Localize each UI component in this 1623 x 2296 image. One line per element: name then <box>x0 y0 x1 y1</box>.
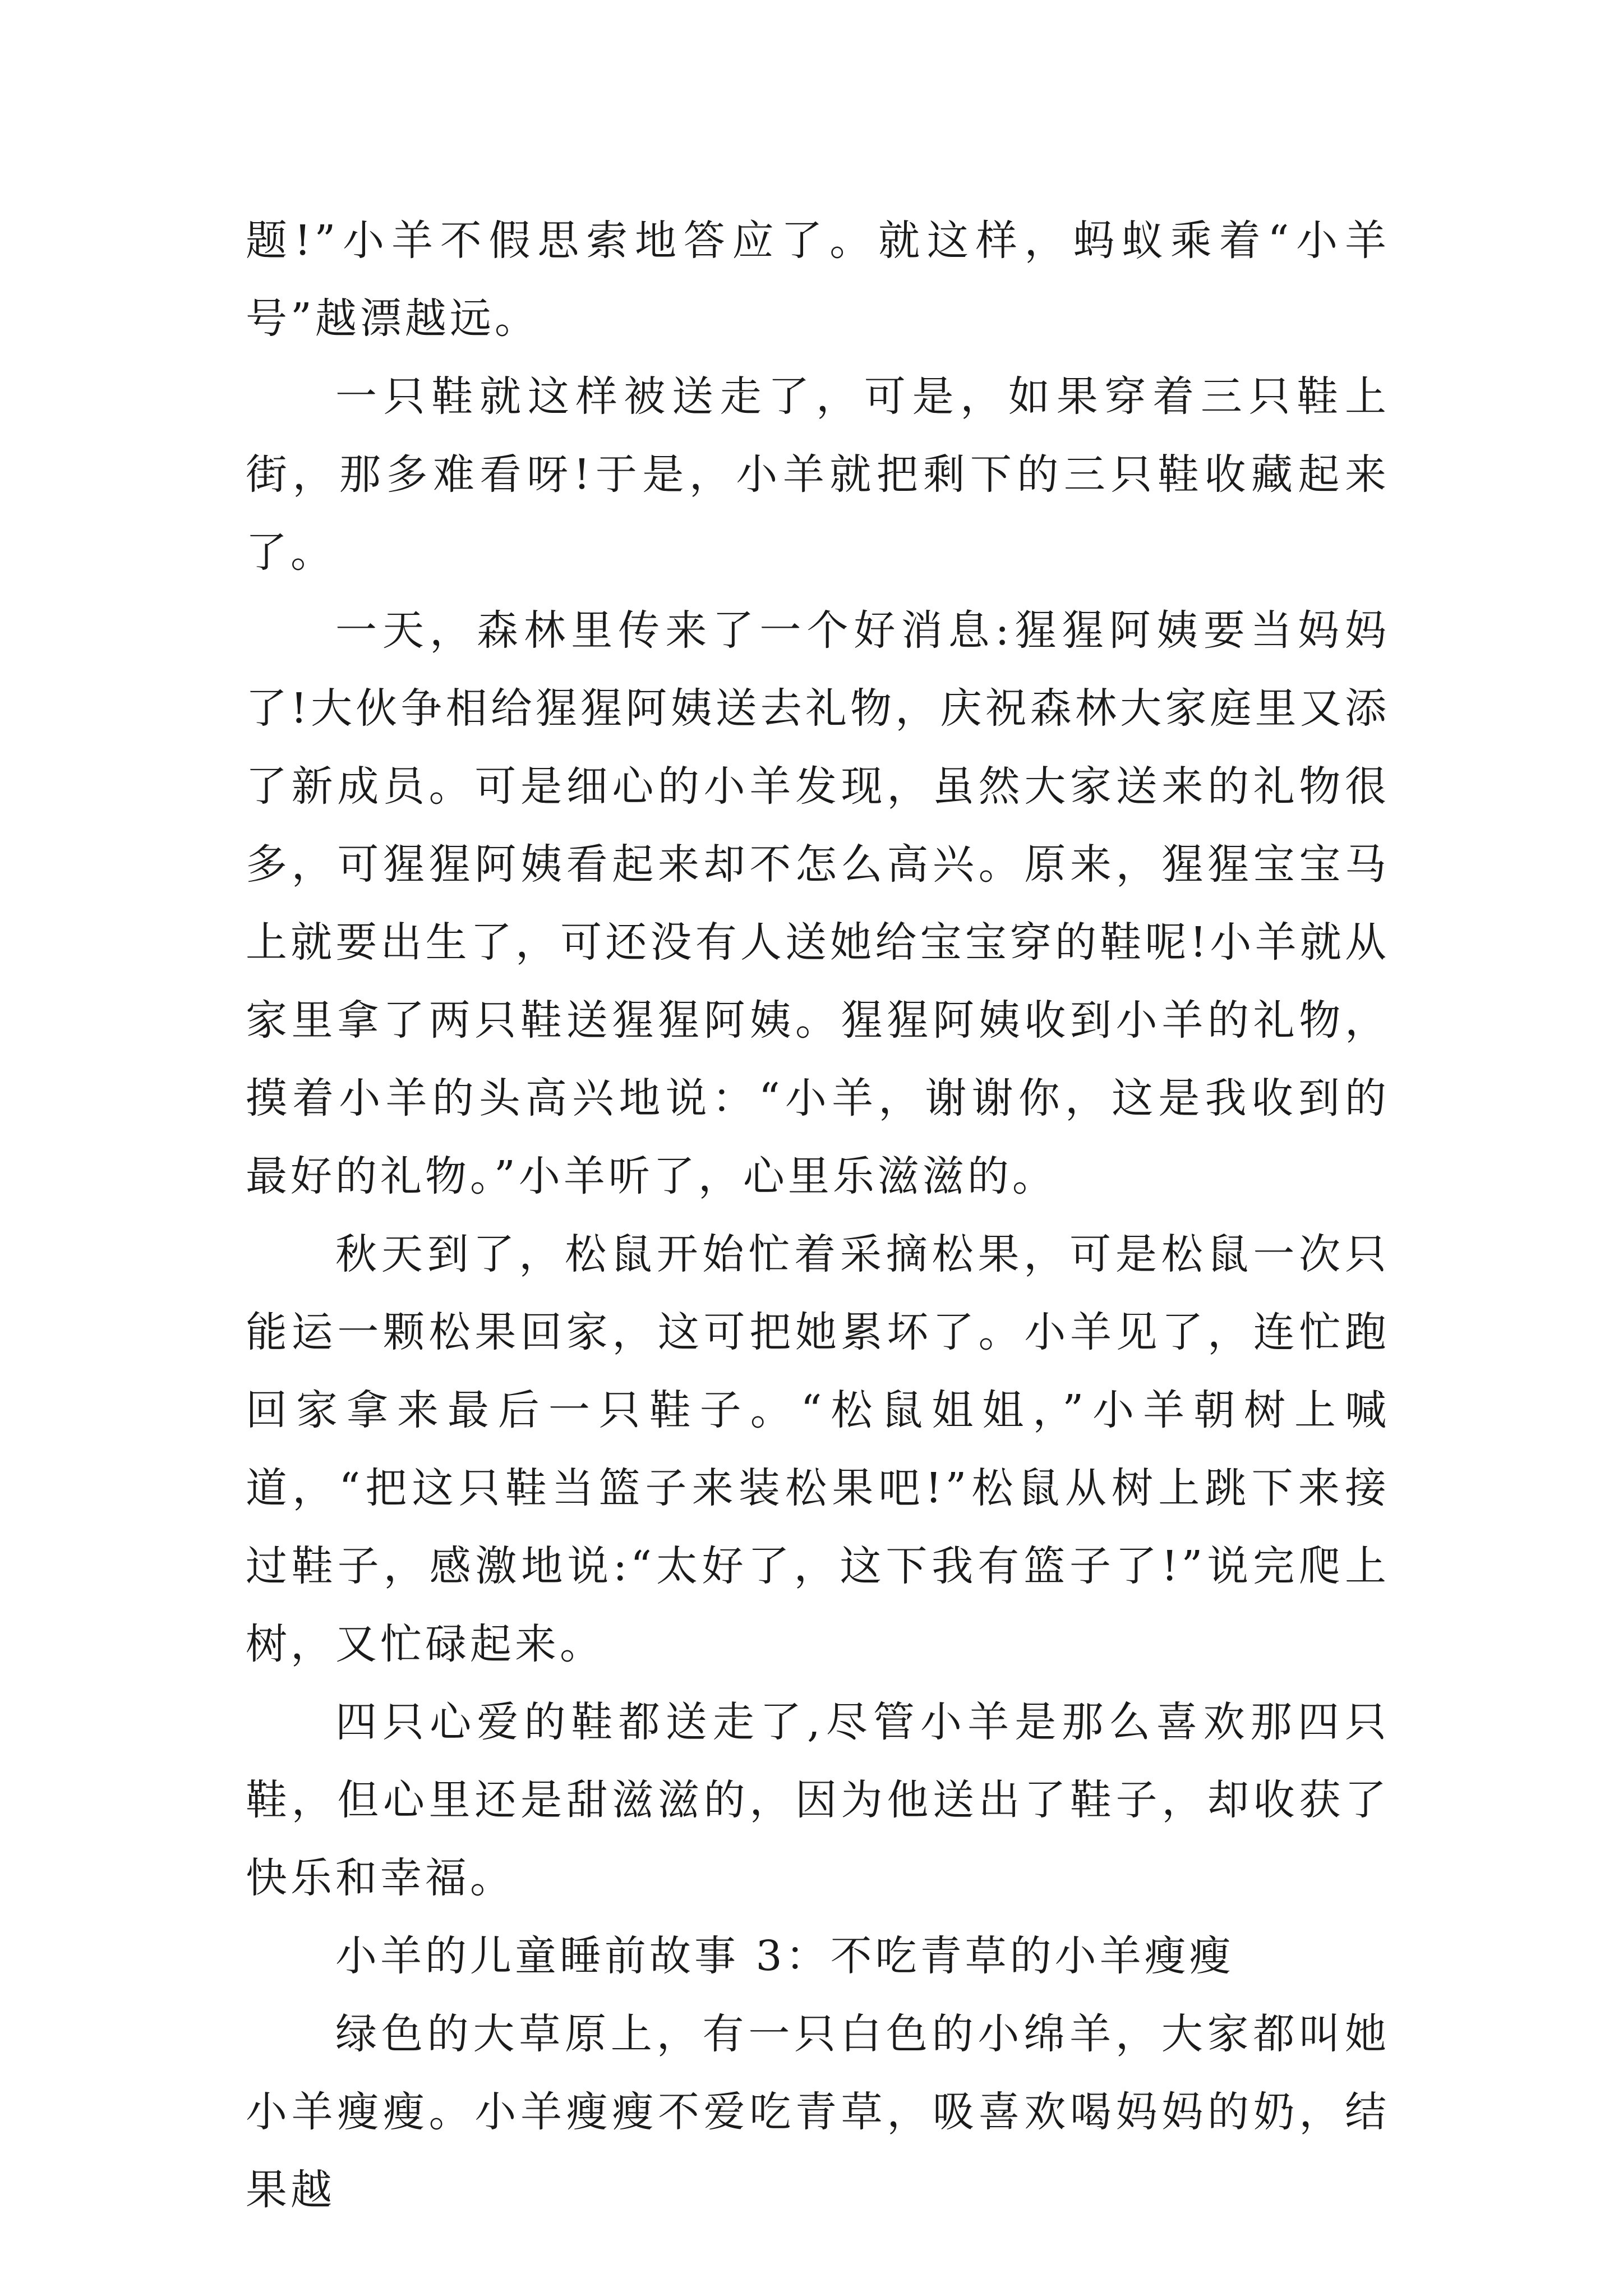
paragraph-1: 题!”小羊不假思索地答应了。就这样，蚂蚁乘着“小羊号”越漂越远。 <box>246 217 1390 343</box>
paragraph-2: 一只鞋就这样被送走了，可是，如果穿着三只鞋上街，那多难看呀!于是，小羊就把剩下的三只鞋收藏起来了。 <box>246 372 1390 577</box>
paragraph-3: 一天，森林里传来了一个好消息:猩猩阿姨要当妈妈了!大伙争相给猩猩阿姨送去礼物，庆祝森林大家庭里又添了新成员。可是细心的小羊发现，虽然大家送来的礼物很多，可猩猩阿姨看起来却不怎么高兴。原来，猩猩宝宝马上就要出生了，可还没有人送她给宝宝穿的鞋呢!小羊就从家里拿了两只鞋送猩猩阿姨。猩猩阿姨收到小羊的礼物，摸着小羊的头高兴地说：“小羊，谢谢你，这是我收到的最好的礼物。”小羊听了，心里乐滋滋的。 <box>246 606 1390 1200</box>
paragraph-7: 绿色的大草原上，有一只白色的小绵羊，大家都叫她小羊瘦瘦。小羊瘦瘦不爱吃青草，吸喜欢喝妈妈的奶，结果越 <box>246 2010 1390 2214</box>
paragraph-4: 秋天到了，松鼠开始忙着采摘松果，可是松鼠一次只能运一颗松果回家，这可把她累坏了。小羊见了，连忙跑回家拿来最后一只鞋子。“松鼠姐姐，”小羊朝树上喊道，“把这只鞋当篮子来装松果吧!”松鼠从树上跳下来接过鞋子，感激地说:“太好了，这下我有篮子了!”说完爬上树，又忙碌起来。 <box>246 1230 1390 1668</box>
story-text-body <box>246 202 1390 2229</box>
paragraph-5: 四只心爱的鞋都送走了,尽管小羊是那么喜欢那四只鞋，但心里还是甜滋滋的，因为他送出了鞋子，却收获了快乐和幸福。 <box>246 1698 1390 1902</box>
story-heading: 小羊的儿童睡前故事 3：不吃青草的小羊瘦瘦 <box>335 1932 1234 1980</box>
